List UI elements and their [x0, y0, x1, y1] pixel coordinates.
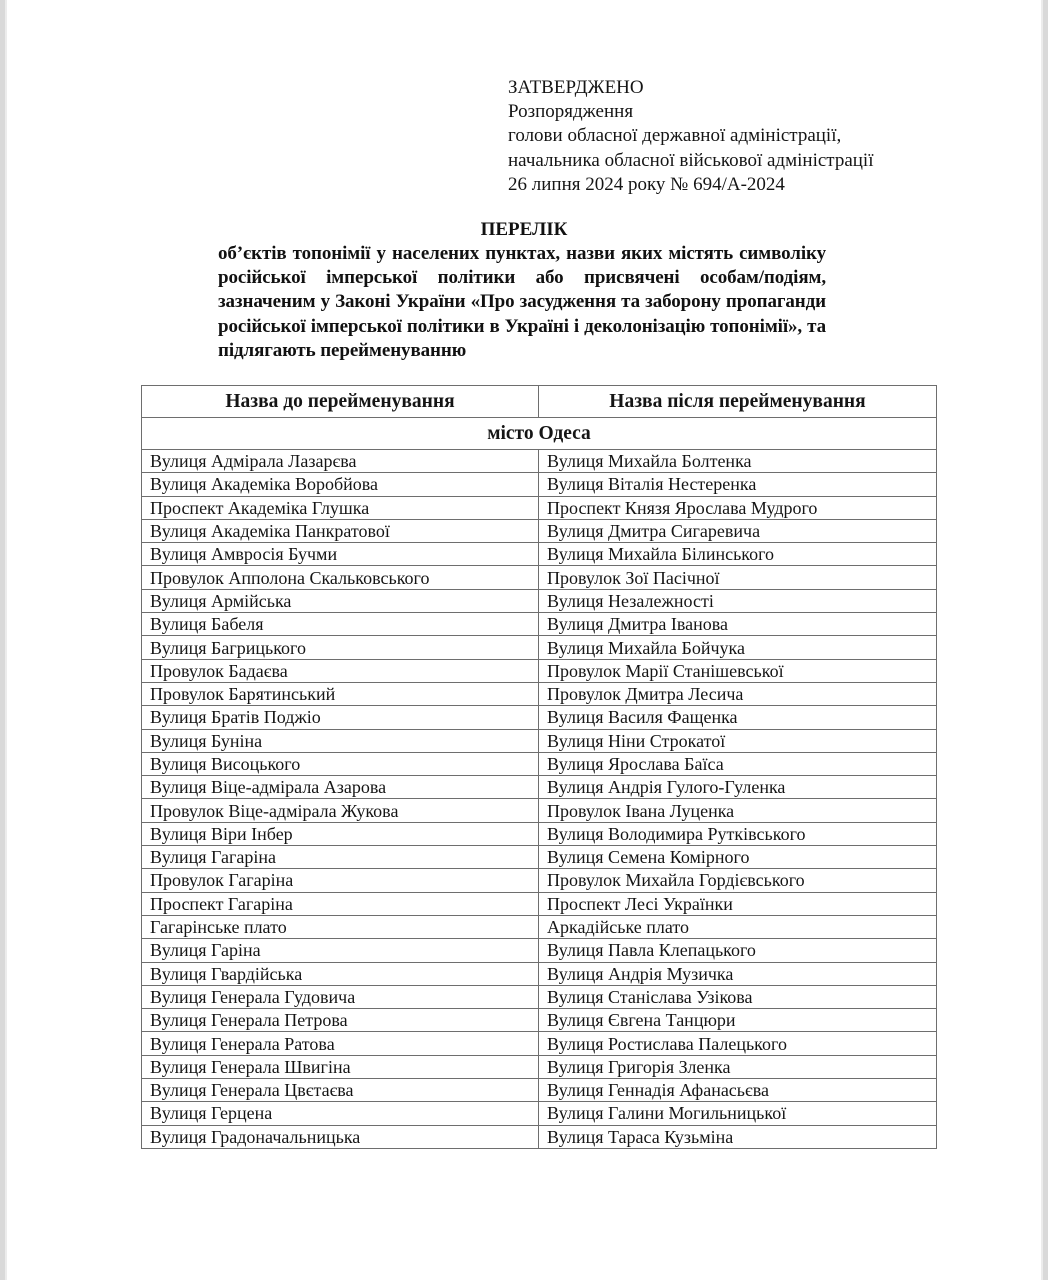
table-row — [142, 892, 937, 915]
old-name-cell: Вулиця Генерала Гудовича — [142, 985, 539, 1008]
old-name-cell: Вулиця Гвардійська — [142, 962, 539, 985]
new-name-cell: Провулок Михайла Гордієвського — [539, 869, 937, 892]
old-name-cell: Провулок Гагаріна — [142, 869, 539, 892]
table-row — [142, 473, 937, 496]
new-name-cell: Провулок Зої Пасічної — [539, 566, 937, 589]
old-name-cell: Вулиця Герцена — [142, 1102, 539, 1125]
old-name-cell: Вулиця Віри Інбер — [142, 822, 539, 845]
table-row — [142, 519, 937, 542]
table-row — [142, 1125, 937, 1148]
old-name-cell: Вулиця Буніна — [142, 729, 539, 752]
old-name-cell: Вулиця Генерала Швигіна — [142, 1055, 539, 1078]
new-name-cell: Вулиця Ростислава Палецького — [539, 1032, 937, 1055]
new-name-cell: Вулиця Михайла Болтенка — [539, 450, 937, 473]
old-name-cell: Вулиця Гагаріна — [142, 846, 539, 869]
old-name-cell: Вулиця Академіка Воробйова — [142, 473, 539, 496]
old-name-cell: Вулиця Академіка Панкратової — [142, 519, 539, 542]
old-name-cell: Провулок Віце-адмірала Жукова — [142, 799, 539, 822]
table-row — [142, 1009, 937, 1032]
table-row — [142, 589, 937, 612]
new-name-cell: Провулок Марії Станішевської — [539, 659, 937, 682]
page-edge-left-shadow — [5, 0, 7, 1280]
approval-doc-type: Розпорядження — [508, 101, 634, 123]
table-row — [142, 1055, 937, 1078]
old-name-cell: Проспект Гагаріна — [142, 892, 539, 915]
new-name-cell: Вулиця Тараса Кузьміна — [539, 1125, 937, 1148]
new-name-cell: Вулиця Геннадія Афанасьєва — [539, 1079, 937, 1102]
old-name-cell: Вулиця Бабеля — [142, 613, 539, 636]
old-name-cell: Вулиця Віце-адмірала Азарова — [142, 776, 539, 799]
new-name-cell: Аркадійське плато — [539, 915, 937, 938]
new-name-cell: Вулиця Галини Могильницької — [539, 1102, 937, 1125]
page-edge-right — [1043, 0, 1048, 1280]
table-row — [142, 752, 937, 775]
header-new-name: Назва після перейменування — [539, 386, 937, 418]
new-name-cell: Вулиця Ніни Строкатої — [539, 729, 937, 752]
table-row — [142, 706, 937, 729]
old-name-cell: Вулиця Висоцького — [142, 752, 539, 775]
new-name-cell: Вулиця Незалежності — [539, 589, 937, 612]
table-row — [142, 776, 937, 799]
new-name-cell: Вулиця Михайла Бойчука — [539, 636, 937, 659]
old-name-cell: Вулиця Гаріна — [142, 939, 539, 962]
table-row — [142, 543, 937, 566]
list-title: ПЕРЕЛІК — [480, 219, 568, 240]
table-row — [142, 1102, 937, 1125]
old-name-cell: Провулок Барятинський — [142, 682, 539, 705]
new-name-cell: Вулиця Андрія Гулого-Гуленка — [539, 776, 937, 799]
new-name-cell: Вулиця Віталія Нестеренка — [539, 473, 937, 496]
table-row — [142, 846, 937, 869]
new-name-cell: Вулиця Павла Клепацького — [539, 939, 937, 962]
table-row — [142, 659, 937, 682]
new-name-cell: Вулиця Семена Комірного — [539, 846, 937, 869]
old-name-cell: Вулиця Генерала Ратова — [142, 1032, 539, 1055]
new-name-cell: Проспект Князя Ярослава Мудрого — [539, 496, 937, 519]
list-subtitle: об’єктів топонімії у населених пунктах, назви яких містять символіку російської імперської політики або присвячені особам/подіям, зазначеним у Законі України «Про засудження та заборону пропаганди російської імперської політики в Україні і деколонізацію топонімії», та підлягають перейменуванню — [218, 243, 826, 361]
table-row — [142, 939, 937, 962]
table-row — [142, 1032, 937, 1055]
table-row — [142, 915, 937, 938]
approval-stamp: ЗАТВЕРДЖЕНО — [508, 77, 644, 98]
new-name-cell: Провулок Дмитра Лесича — [539, 682, 937, 705]
new-name-cell: Вулиця Євгена Танцюри — [539, 1009, 937, 1032]
new-name-cell: Вулиця Володимира Рутківського — [539, 822, 937, 845]
old-name-cell: Вулиця Генерала Петрова — [142, 1009, 539, 1032]
old-name-cell: Вулиця Багрицького — [142, 636, 539, 659]
old-name-cell: Вулиця Адмірала Лазарєва — [142, 450, 539, 473]
table-row — [142, 613, 937, 636]
table-row — [142, 566, 937, 589]
new-name-cell: Проспект Лесі Українки — [539, 892, 937, 915]
old-name-cell: Вулиця Братів Поджіо — [142, 706, 539, 729]
approval-issuer-line1: голови обласної державної адміністрації, — [508, 125, 842, 147]
new-name-cell: Вулиця Михайла Білинського — [539, 543, 937, 566]
table-row — [142, 682, 937, 705]
old-name-cell: Провулок Бадаєва — [142, 659, 539, 682]
new-name-cell: Вулиця Станіслава Узікова — [539, 985, 937, 1008]
old-name-cell: Вулиця Генерала Цвєтаєва — [142, 1079, 539, 1102]
city-row — [142, 418, 937, 450]
table-row — [142, 962, 937, 985]
new-name-cell: Провулок Івана Луценка — [539, 799, 937, 822]
table-row — [142, 985, 937, 1008]
old-name-cell: Вулиця Градоначальницька — [142, 1125, 539, 1148]
table-row — [142, 450, 937, 473]
old-name-cell: Гагарінське плато — [142, 915, 539, 938]
table-row — [142, 799, 937, 822]
table-row — [142, 729, 937, 752]
approval-block — [508, 76, 873, 197]
new-name-cell: Вулиця Андрія Музичка — [539, 962, 937, 985]
page-edge-right-shadow — [1041, 0, 1043, 1280]
new-name-cell: Вулиця Ярослава Баїса — [539, 752, 937, 775]
rename-table — [141, 385, 937, 1149]
old-name-cell: Вулиця Армійська — [142, 589, 539, 612]
table-row — [142, 869, 937, 892]
old-name-cell: Провулок Апполона Скальковського — [142, 566, 539, 589]
old-name-cell: Проспект Академіка Глушка — [142, 496, 539, 519]
header-old-name: Назва до перейменування — [142, 386, 539, 418]
table-header-row — [142, 386, 937, 418]
table-row — [142, 636, 937, 659]
city-name: місто Одеса — [142, 418, 937, 450]
old-name-cell: Вулиця Амвросія Бучми — [142, 543, 539, 566]
new-name-cell: Вулиця Григорія Зленка — [539, 1055, 937, 1078]
approval-issuer-line2: начальника обласної військової адміністрації — [508, 149, 874, 171]
approval-date-number: 26 липня 2024 року № 694/А-2024 — [508, 173, 785, 195]
new-name-cell: Вулиця Василя Фащенка — [539, 706, 937, 729]
table-row — [142, 496, 937, 519]
new-name-cell: Вулиця Дмитра Сигаревича — [539, 519, 937, 542]
table-row — [142, 1079, 937, 1102]
table-row — [142, 822, 937, 845]
new-name-cell: Вулиця Дмитра Іванова — [539, 613, 937, 636]
